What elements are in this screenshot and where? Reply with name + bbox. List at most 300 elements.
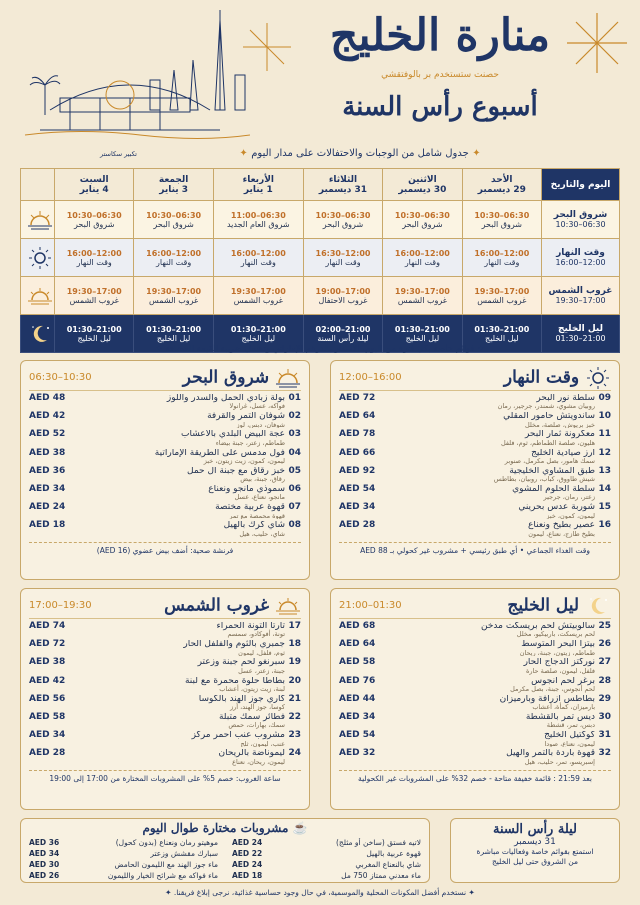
- item-price: AED 18: [29, 520, 66, 531]
- item-name-block: [395, 394, 595, 410]
- item-name: سموذي مانجو ونعناع: [208, 484, 285, 494]
- item-number: 06: [288, 483, 301, 494]
- cell-time: 06:30–10:30: [474, 210, 530, 220]
- item-number: 14: [598, 483, 611, 494]
- beverage-name: شاي بالنعناع المغربي: [355, 860, 421, 869]
- panel-header: [339, 365, 611, 391]
- item-description: فواكه، عسل، غرانولا: [229, 402, 285, 411]
- cell-name: شروق البحر: [74, 219, 115, 229]
- skyline-illustration: [20, 0, 250, 150]
- item-name: كاري جوز الهند بالكوسا: [198, 694, 285, 704]
- day-date: 29 ديسمبر: [477, 184, 526, 195]
- panel-sunrise: [20, 360, 310, 580]
- item-number: 22: [288, 711, 301, 722]
- cell-name: غروب الشمس: [397, 295, 447, 305]
- item-number: 31: [598, 730, 611, 741]
- item-price: AED 64: [339, 639, 376, 650]
- item-name: بولة زبادي الحمل والسدر واللوز: [166, 394, 285, 403]
- sunrise-icon: [275, 367, 301, 389]
- item-description: سمك هامور، بصل مكرمل، صنوبر: [504, 457, 595, 465]
- menu-item: [339, 731, 611, 749]
- tagline-text: جدول شامل من الوجبات والاحتفالات على مدار اليوم: [251, 148, 469, 159]
- item-description: خبز بريوش، صلصة، مخلل: [524, 420, 595, 429]
- item-price: AED 42: [29, 675, 66, 686]
- menu-item: [339, 467, 611, 485]
- panel-header: [29, 593, 301, 619]
- beverage-price: AED 24: [232, 860, 263, 869]
- menu-item: [339, 430, 611, 448]
- item-number: 04: [288, 447, 301, 458]
- cell-time: 12:00–16:00: [146, 248, 202, 258]
- item-description: زعتر، رمان، جرجير: [543, 493, 595, 502]
- item-name-block: [395, 430, 595, 446]
- item-number: 32: [598, 748, 611, 759]
- item-name-block: [85, 677, 285, 693]
- menu-item: [339, 677, 611, 695]
- schedule-cell: [213, 277, 303, 315]
- day-header: [303, 169, 382, 201]
- cell-time: 21:00–01:30: [394, 324, 450, 334]
- beverages-title-text: مشروبات مختارة طوال اليوم: [142, 821, 289, 835]
- sunset-icon: [21, 277, 55, 315]
- cell-time: 21:00–01:30: [474, 324, 530, 334]
- item-number: 08: [288, 520, 301, 531]
- item-description: شيش طاووق، كباب، روبيان، بطاطس: [493, 475, 595, 483]
- cell-name: ليل الخليج: [156, 333, 191, 343]
- item-price: AED 54: [339, 730, 376, 741]
- cell-time: 12:00–16:00: [474, 248, 530, 258]
- schedule-cell: [383, 201, 462, 239]
- item-description: إسبريسو، تمر، حليب، هيل: [524, 757, 595, 766]
- item-description: بارميزان، كمأة، أعشاب: [532, 703, 595, 711]
- schedule-cell: [383, 239, 462, 277]
- item-name: شوفان التمر والقرفة: [207, 412, 285, 422]
- item-name-block: [85, 394, 285, 410]
- beverage-price: AED 36: [29, 838, 60, 847]
- item-name: جمبري بالثوم والفلفل الحار: [183, 640, 285, 650]
- restaurant-subtitle: حصنت ستستخدم بر بالوفتقشي: [381, 70, 499, 80]
- panel-title-text: غروب الشمس: [164, 595, 270, 615]
- menu-item: [29, 731, 301, 749]
- cell-name: غروب الاحتفال: [318, 295, 368, 305]
- item-name-block: [395, 749, 595, 765]
- beverage-item: [232, 871, 421, 882]
- item-description: عنب، ليمون، ثلج: [240, 739, 285, 748]
- item-price: AED 34: [29, 730, 66, 741]
- beverage-item: [29, 871, 218, 882]
- cell-name: وقت النهار: [325, 257, 361, 267]
- sun-icon: [585, 366, 611, 390]
- item-description: لبنة، زيت زيتون، أعشاب: [219, 685, 285, 693]
- item-name: ليموناضة بالريحان: [218, 749, 285, 759]
- cell-time: 17:00–19:30: [474, 286, 530, 296]
- beverages-col-left: [232, 838, 421, 882]
- cell-time: 06:30–10:30: [315, 210, 371, 220]
- schedule-cell: [213, 239, 303, 277]
- week-title: أسبوع رأس السنة: [342, 92, 538, 122]
- item-name: سالوبيتش لحم بريسكت مدخن: [481, 622, 595, 631]
- beverage-item: [29, 838, 218, 849]
- item-name-block: [85, 749, 285, 765]
- item-name: عجة البيض البلدي بالأعشاب: [181, 430, 285, 440]
- row-label-time: 12:00–16:00: [555, 258, 606, 267]
- beverage-name: ماء فواكه مع شرائح الخيار والليمون: [107, 871, 218, 880]
- cell-name: وقت النهار: [76, 257, 112, 267]
- cell-name: وقت النهار: [404, 257, 440, 267]
- item-number: 18: [288, 639, 301, 650]
- menu-item: [339, 749, 611, 767]
- item-description: ثوم، فلفل، ليمون: [238, 648, 285, 657]
- schedule-row: [21, 201, 620, 239]
- schedule-cell: [134, 239, 213, 277]
- item-number: 30: [598, 711, 611, 722]
- newyear-title: ليلة رأس السنة: [492, 822, 578, 837]
- item-price: AED 78: [339, 429, 376, 440]
- day-date: 3 يناير: [159, 184, 189, 195]
- cell-name: غروب الشمس: [69, 295, 119, 305]
- item-description: شاي، حليب، هيل: [239, 529, 285, 538]
- menu-item: [339, 521, 611, 539]
- cell-name: ليل الخليج: [241, 333, 276, 343]
- cell-time: 17:00–19:00: [315, 286, 371, 296]
- cup-icon: ☕: [288, 821, 308, 835]
- item-description: بطيخ طازج، نعناع، ليمون: [528, 529, 595, 538]
- item-name-block: [395, 658, 595, 674]
- day-header: [462, 169, 541, 201]
- cell-time: 21:00–01:30: [66, 324, 122, 334]
- row-label-time: 21:00–01:30: [555, 334, 606, 343]
- menu-item: [29, 449, 301, 467]
- item-number: 25: [598, 621, 611, 631]
- beverage-item: [232, 849, 421, 860]
- item-number: 07: [288, 502, 301, 513]
- schedule-row: [21, 239, 620, 277]
- item-name-block: [85, 412, 285, 428]
- item-number: 29: [598, 693, 611, 704]
- menu-item: [339, 449, 611, 467]
- day-date: 4 يناير: [79, 184, 109, 195]
- day-header: [55, 169, 134, 201]
- menu-item: [29, 467, 301, 485]
- footer: ✦ نستخدم أفضل المكونات المحلية والموسمية، في حال وجود حساسية غذائية، نرجى إبلاغ فريقنا. ✦: [165, 888, 475, 897]
- menu-item: [29, 412, 301, 430]
- panel-header: [29, 365, 301, 391]
- item-description: قهوة محمصة مع تمر: [229, 511, 285, 520]
- cell-time: 06:30–11:00: [230, 210, 286, 220]
- beverage-item: [29, 860, 218, 871]
- item-price: AED 38: [29, 657, 66, 668]
- schedule-cell: [55, 239, 134, 277]
- item-description: طماطم، زيتون، جبنة، ريحان: [519, 648, 595, 657]
- menu-item: [29, 485, 301, 503]
- item-number: 03: [288, 429, 301, 440]
- row-label-time: 06:30–10:30: [555, 220, 606, 229]
- item-number: 21: [288, 693, 301, 704]
- row-label-text: شروق البحر: [553, 210, 608, 220]
- item-description: دبس، تمر، قشطة: [546, 721, 595, 730]
- panel-time: 06:30–10:30: [29, 372, 92, 383]
- item-name: شاي كرك بالهيل: [223, 521, 285, 531]
- cell-time: 17:00–19:30: [394, 286, 450, 296]
- item-number: 12: [598, 447, 611, 458]
- menu-item: [339, 695, 611, 713]
- beverage-price: AED 34: [29, 849, 60, 858]
- beverages-box: [20, 818, 430, 883]
- firework-right-icon: [240, 20, 295, 75]
- beverage-item: [232, 838, 421, 849]
- tagline: [150, 148, 570, 159]
- schedule-note: ✦ قوائم خاصة بكل فترة من اليوم. الأسعار بالدرهم الإماراتي وتشمل ضريبة القيمة المضافة ✦: [155, 344, 485, 354]
- item-name: معكرونة ثمار البحر: [524, 430, 595, 440]
- item-price: AED 44: [339, 693, 376, 704]
- panel-note: فرنشة صحية: أضف بيض عضوي (AED 16): [29, 542, 301, 555]
- item-name: ساندويتش حامور المقلي: [503, 412, 595, 422]
- panel-header: [339, 593, 611, 619]
- item-number: 10: [598, 411, 611, 422]
- cell-time: 06:30–10:30: [66, 210, 122, 220]
- item-name: شوربة عدس بحريني: [518, 503, 595, 513]
- item-name-block: [85, 503, 285, 519]
- item-description: لحم أنجوس، جبنة، بصل مكرمل: [510, 685, 595, 693]
- item-name: مشروب عنب أحمر مركز: [191, 731, 285, 741]
- item-name-block: [85, 430, 285, 446]
- item-price: AED 32: [339, 748, 376, 759]
- menu-item: [29, 695, 301, 713]
- cell-name: ليل الخليج: [77, 333, 111, 343]
- item-price: AED 92: [339, 465, 376, 476]
- item-name: قهوة باردة بالتمر والهيل: [506, 749, 595, 759]
- day-name: الاثنين: [408, 174, 437, 185]
- item-name: طبق المشاوي الخليجية: [509, 466, 595, 476]
- item-name: نوركتز الدجاج الحار: [523, 658, 595, 668]
- restaurant-title: منارة الخليج: [329, 10, 551, 61]
- schedule-cell: [462, 201, 541, 239]
- cell-time: 21:00–01:30: [230, 324, 286, 334]
- schedule-corner: اليوم والتاريخ: [542, 169, 620, 201]
- panel-title: [164, 595, 301, 617]
- schedule-row-label: [542, 277, 620, 315]
- beverage-item: [232, 860, 421, 871]
- item-name-block: [85, 640, 285, 656]
- beverage-name: ماء جوز الهند مع الليمون الحامض: [114, 860, 218, 869]
- cell-time: 21:00–01:30: [146, 324, 202, 334]
- cell-name: غروب الشمس: [477, 295, 527, 305]
- item-name-block: [395, 412, 595, 428]
- item-number: 09: [598, 393, 611, 403]
- item-description: سمك، بهارات، حمص: [228, 721, 285, 730]
- item-name-block: [85, 622, 285, 638]
- cell-name: ليلة رأس السنة: [317, 333, 369, 343]
- item-number: 15: [598, 502, 611, 513]
- beverage-price: AED 18: [232, 871, 263, 880]
- beverage-name: قهوة عربية بالهيل: [366, 849, 421, 858]
- item-price: AED 72: [29, 639, 66, 650]
- item-price: AED 52: [29, 429, 66, 440]
- item-name-block: [85, 731, 285, 747]
- menu-item: [339, 713, 611, 731]
- schedule-header-row: [21, 169, 620, 201]
- item-name-block: [395, 503, 595, 519]
- item-name-block: [85, 449, 285, 465]
- cell-name: ليل الخليج: [405, 333, 440, 343]
- day-header: [134, 169, 213, 201]
- item-name: عصير بطيخ ونعناع: [527, 521, 595, 531]
- item-number: 28: [598, 675, 611, 686]
- cell-name: شروق البحر: [322, 219, 364, 229]
- item-name: بطاطا حلوة محمرة مع لبنة: [184, 676, 285, 686]
- item-description: فلفل، ليمون، صلصة حارة: [525, 666, 595, 675]
- item-name: خبز رقاق مع جبنة ال حمل: [187, 466, 285, 476]
- cell-name: شروق البحر: [402, 219, 443, 229]
- item-name-block: [395, 677, 595, 693]
- schedule-cell: [462, 239, 541, 277]
- day-header: [213, 169, 303, 201]
- schedule-row-label: [542, 201, 620, 239]
- firework-left-icon: [562, 8, 632, 78]
- beverage-price: AED 30: [29, 860, 60, 869]
- beverages-title: [29, 821, 421, 838]
- menu-item: [29, 622, 301, 640]
- cell-name: ليل الخليج: [485, 333, 519, 343]
- menu-item: [29, 640, 301, 658]
- item-description: لحم بريسكت، باربيكيو، مخلل: [516, 630, 595, 639]
- item-description: روبيان مشوي، شمندر، جرجير، رمان: [497, 402, 595, 411]
- menu-item: [339, 658, 611, 676]
- item-price: AED 58: [29, 711, 66, 722]
- cell-name: غروب الشمس: [233, 295, 283, 305]
- cell-time: 12:00–16:30: [315, 248, 371, 258]
- item-description: ليمون، كمون، خبز: [546, 511, 595, 520]
- cell-time: 06:30–10:30: [146, 210, 202, 220]
- beverage-name: ماء معدني ممتاز 750 مل: [341, 871, 421, 880]
- schedule-cell: [383, 277, 462, 315]
- panel-title: [183, 367, 301, 389]
- cell-name: شروق العام الجديد: [226, 219, 290, 229]
- schedule-note-text: قوائم خاصة بكل فترة من اليوم. الأسعار بالدرهم الإماراتي وتشمل ضريبة القيمة المضافة: [165, 344, 475, 354]
- menu-item: [29, 521, 301, 539]
- item-price: AED 58: [339, 657, 376, 668]
- item-name-block: [395, 449, 595, 465]
- day-date: 31 ديسمبر: [318, 184, 368, 195]
- item-price: AED 36: [29, 465, 66, 476]
- menu-item: [29, 430, 301, 448]
- beverage-name: لاتيه فستق (ساخن أو مثلج): [335, 838, 421, 847]
- beverage-price: AED 26: [29, 871, 60, 880]
- item-number: 27: [598, 657, 611, 668]
- item-number: 20: [288, 675, 301, 686]
- panel-title-text: وقت النهار: [503, 367, 580, 387]
- item-name-block: [85, 467, 285, 483]
- item-name: بطاطس أزرافة وبارميزان: [499, 694, 595, 704]
- panel-title-text: شروق البحر: [182, 367, 270, 387]
- menu-item: [29, 394, 301, 412]
- item-number: 13: [598, 465, 611, 476]
- panel-note: وقت الغداء الجماعي • أي طبق رئيسي + مشروب غير كحولي بـ AED 88: [339, 542, 611, 555]
- item-name-block: [395, 467, 595, 483]
- item-name: سلطة الحلوم المشوي: [512, 484, 595, 494]
- row-label-time: 17:00–19:30: [555, 296, 606, 305]
- day-name: الجمعة: [158, 174, 189, 185]
- menu-item: [29, 503, 301, 521]
- cell-name: شروق البحر: [153, 219, 194, 229]
- menu-item: [339, 503, 611, 521]
- item-price: AED 34: [339, 502, 376, 513]
- item-description: مانجو، نعناع، عسل: [234, 493, 285, 502]
- menu-item: [339, 394, 611, 412]
- item-name-block: [395, 622, 595, 638]
- icon-column-header: [21, 169, 55, 201]
- day-name: الثلاثاء: [328, 174, 358, 185]
- item-price: AED 76: [339, 675, 376, 686]
- menu-item: [29, 749, 301, 767]
- item-description: تونة، أفوكادو، سمسم: [227, 630, 285, 639]
- day-date: 30 ديسمبر: [398, 184, 447, 195]
- day-date: 1 يناير: [243, 184, 273, 195]
- item-number: 11: [598, 429, 611, 440]
- menu-item: [339, 640, 611, 658]
- item-name-block: [85, 695, 285, 711]
- menu-item: [339, 485, 611, 503]
- menu-item: [339, 622, 611, 640]
- panel-title-text: ليل الخليج: [507, 595, 580, 615]
- schedule-cell: [134, 201, 213, 239]
- item-number: 24: [288, 748, 301, 759]
- item-number: 17: [288, 621, 301, 631]
- item-price: AED 34: [339, 711, 376, 722]
- cell-name: وقت النهار: [484, 257, 520, 267]
- sunrise-icon: [21, 201, 55, 239]
- day-header: [383, 169, 462, 201]
- item-name-block: [395, 640, 595, 656]
- cell-time: 12:00–16:00: [230, 248, 286, 258]
- item-name: قهوة عربية مختصة: [215, 503, 285, 513]
- schedule-cell: [303, 277, 382, 315]
- item-number: 01: [288, 393, 301, 403]
- schedule-table: [20, 168, 620, 353]
- schedule-cell: [303, 201, 382, 239]
- item-name-block: [395, 713, 595, 729]
- newyear-box: [450, 818, 620, 883]
- item-name: سبرنغو لحم جبنة وزعتر: [197, 658, 285, 668]
- item-name: أرز صيادية الخليج: [531, 448, 595, 458]
- item-price: AED 64: [339, 411, 376, 422]
- item-name: سلطة نور البحر: [536, 394, 595, 403]
- sun-icon: [21, 239, 55, 277]
- cell-name: وقت النهار: [156, 257, 192, 267]
- item-name: فطائر سمك متبلة: [218, 712, 285, 722]
- beverages-col-right: [29, 838, 218, 882]
- menu-item: [29, 677, 301, 695]
- panel-title: [507, 594, 611, 618]
- item-price: AED 72: [339, 393, 376, 403]
- newyear-line1: استمتع بقوائم خاصة وفعاليات مباشرة: [476, 847, 594, 856]
- newyear-line2: من الشروق حتى ليل الخليج: [491, 856, 579, 866]
- item-description: شوفان، دبس، لوز: [236, 420, 285, 429]
- panel-time: 17:00–19:30: [29, 600, 92, 611]
- item-number: 16: [598, 520, 611, 531]
- cell-time: 17:00–19:30: [66, 286, 122, 296]
- sparkle-icon: ✦: [239, 148, 252, 159]
- city-logo-text: تكبير سكاستر: [100, 150, 137, 158]
- menu-item: [339, 412, 611, 430]
- panel-time: 12:00–16:00: [339, 372, 402, 383]
- cell-time: 12:00–16:00: [394, 248, 450, 258]
- beverage-name: سبارك مقشش وزعتر: [150, 849, 218, 858]
- sparkle-icon: ✦: [468, 148, 481, 159]
- cell-name: وقت النهار: [240, 257, 276, 267]
- moon-icon: [585, 594, 611, 618]
- cell-time: 12:00–16:00: [66, 248, 122, 258]
